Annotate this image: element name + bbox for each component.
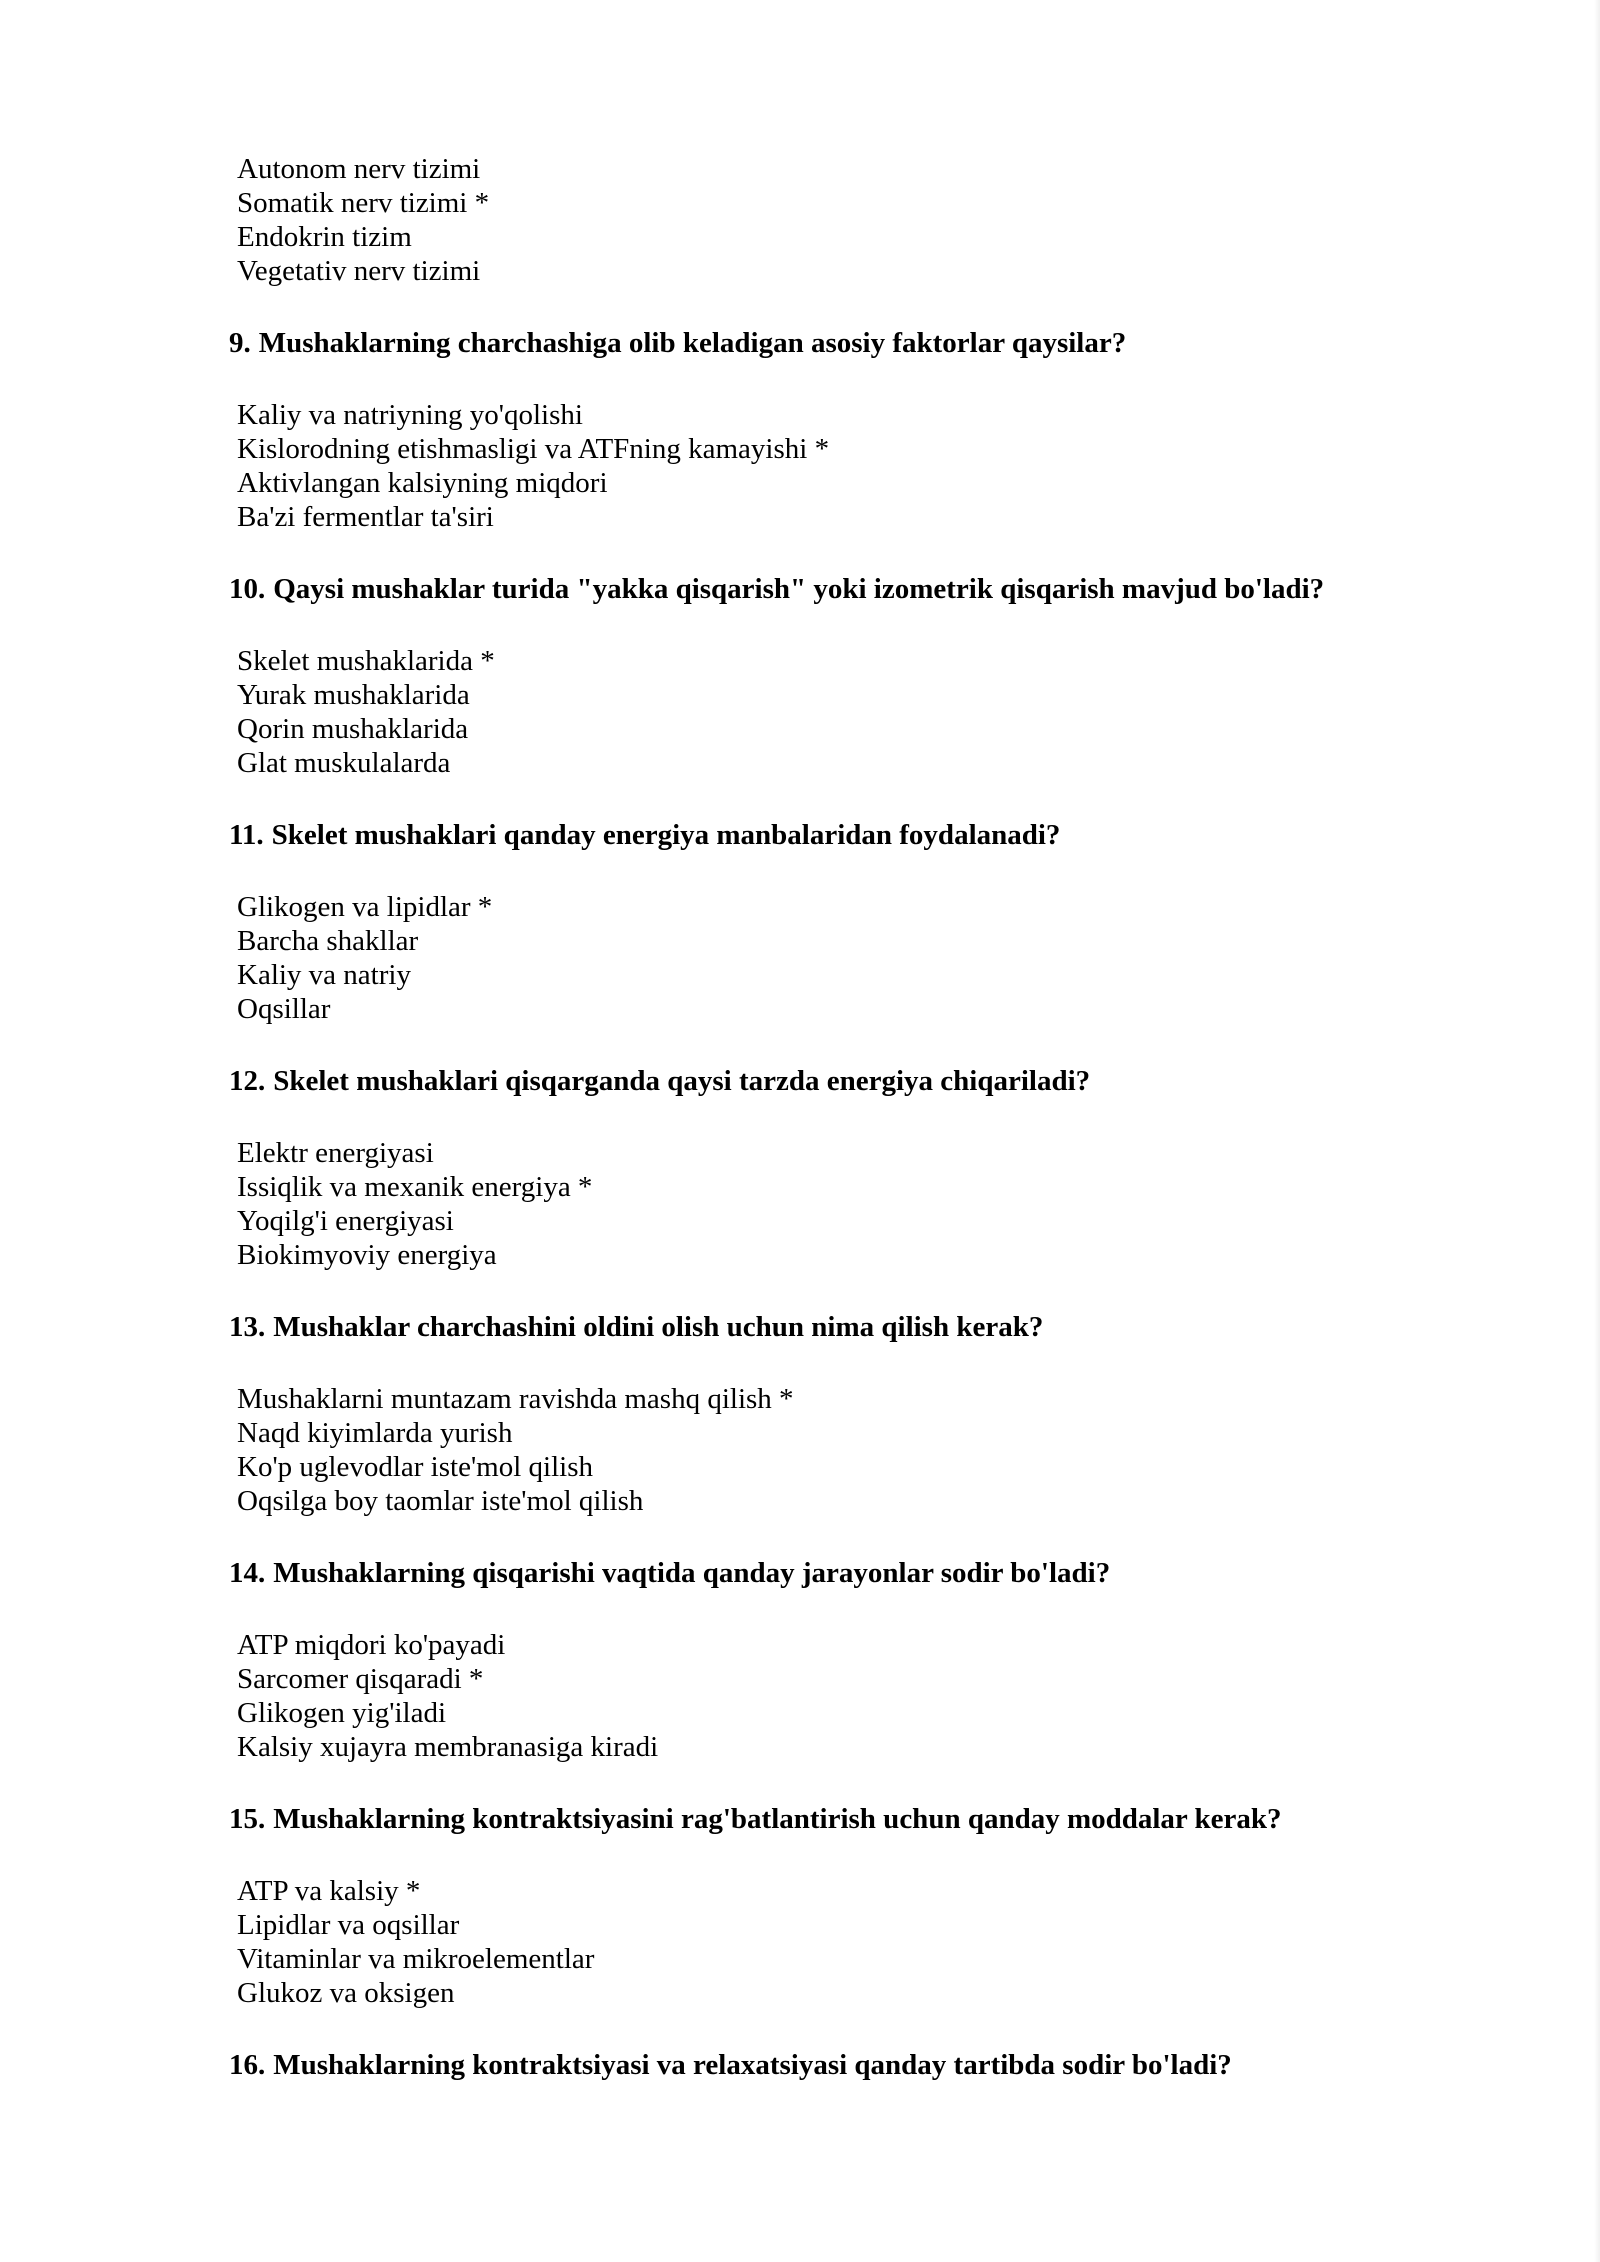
- answer-option: Kaliy va natriy: [237, 959, 411, 991]
- answer-option: Glikogen va lipidlar *: [237, 891, 493, 923]
- answer-option: Oqsilga boy taomlar iste'mol qilish: [237, 1485, 644, 1517]
- answer-option: Ba'zi fermentlar ta'siri: [237, 501, 494, 533]
- quiz-content: [229, 152, 1429, 2120]
- question-list: [229, 326, 1429, 2082]
- answer-option: Oqsillar: [237, 993, 331, 1025]
- answer-options: [229, 1874, 1429, 2010]
- page-edge-shadow: [1594, 0, 1600, 2262]
- answer-option: Lipidlar va oqsillar: [237, 1909, 460, 1941]
- leading-options: [229, 152, 1429, 288]
- question-heading: [229, 572, 1429, 606]
- question-block: [229, 1556, 1429, 1764]
- question-heading: [229, 1556, 1429, 1590]
- answer-option: ATP miqdori ko'payadi: [237, 1629, 506, 1661]
- answer-option: Yoqilg'i energiyasi: [237, 1205, 454, 1237]
- question-number: 9.: [229, 327, 251, 359]
- question-number: 13.: [229, 1311, 266, 1343]
- question-block: [229, 2048, 1429, 2082]
- answer-option: Barcha shakllar: [237, 925, 419, 957]
- question-heading: [229, 1802, 1429, 1836]
- answer-options: [229, 1382, 1429, 1518]
- answer-option: Kislorodning etishmasligi va ATFning kamayishi *: [237, 433, 830, 465]
- question-number: 11.: [229, 819, 264, 851]
- question-text: Mushaklarning kontraktsiyasini rag'batlantirish uchun qanday moddalar kerak?: [273, 1803, 1282, 1835]
- answer-option: Aktivlangan kalsiyning miqdori: [237, 467, 608, 499]
- answer-option: Somatik nerv tizimi *: [237, 187, 490, 219]
- question-text: Mushaklar charchashini oldini olish uchun nima qilish kerak?: [273, 1311, 1044, 1343]
- answer-option: Glukoz va oksigen: [237, 1977, 455, 2009]
- answer-option: ATP va kalsiy *: [237, 1875, 421, 1907]
- answer-option: Ko'p uglevodlar iste'mol qilish: [237, 1451, 594, 1483]
- answer-option: Endokrin tizim: [237, 221, 412, 253]
- answer-option: Glikogen yig'iladi: [237, 1697, 447, 1729]
- question-block: [229, 1310, 1429, 1518]
- answer-option: Mushaklarni muntazam ravishda mashq qilish *: [237, 1383, 794, 1415]
- question-number: 10.: [229, 573, 266, 605]
- question-text: Skelet mushaklari qanday energiya manbalaridan foydalanadi?: [271, 819, 1061, 851]
- answer-option: Glat muskulalarda: [237, 747, 451, 779]
- answer-option: Qorin mushaklarida: [237, 713, 469, 745]
- question-heading: [229, 1310, 1429, 1344]
- question-text: Qaysi mushaklar turida "yakka qisqarish" yoki izometrik qisqarish mavjud bo'ladi?: [273, 573, 1325, 605]
- answer-option: Issiqlik va mexanik energiya *: [237, 1171, 593, 1203]
- question-block: [229, 1064, 1429, 1272]
- question-text: Mushaklarning charchashiga olib keladigan asosiy faktorlar qaysilar?: [258, 327, 1127, 359]
- answer-option: Kalsiy xujayra membranasiga kiradi: [237, 1731, 659, 1763]
- answer-option: Sarcomer qisqaradi *: [237, 1663, 484, 1695]
- answer-options: [229, 1628, 1429, 1764]
- question-number: 14.: [229, 1557, 266, 1589]
- answer-options: [229, 644, 1429, 780]
- answer-option: Vitaminlar va mikroelementlar: [237, 1943, 595, 1975]
- answer-option: Kaliy va natriyning yo'qolishi: [237, 399, 583, 431]
- question-number: 16.: [229, 2049, 266, 2081]
- question-heading: [229, 818, 1429, 852]
- answer-options: [229, 890, 1429, 1026]
- question-text: Mushaklarning kontraktsiyasi va relaxatsiyasi qanday tartibda sodir bo'ladi?: [273, 2049, 1232, 2081]
- question-text: Skelet mushaklari qisqarganda qaysi tarzda energiya chiqariladi?: [273, 1065, 1091, 1097]
- answer-option: Vegetativ nerv tizimi: [237, 255, 481, 287]
- question-text: Mushaklarning qisqarishi vaqtida qanday jarayonlar sodir bo'ladi?: [273, 1557, 1111, 1589]
- question-number: 12.: [229, 1065, 266, 1097]
- answer-option: Biokimyoviy energiya: [237, 1239, 497, 1271]
- question-heading: [229, 2048, 1429, 2082]
- question-block: [229, 572, 1429, 780]
- question-heading: [229, 326, 1429, 360]
- answer-option: Naqd kiyimlarda yurish: [237, 1417, 513, 1449]
- question-heading: [229, 1064, 1429, 1098]
- answer-option: Skelet mushaklarida *: [237, 645, 495, 677]
- answer-options: [229, 398, 1429, 534]
- question-block: [229, 326, 1429, 534]
- answer-options: [229, 1136, 1429, 1272]
- question-block: [229, 818, 1429, 1026]
- question-number: 15.: [229, 1803, 266, 1835]
- answer-option: Elektr energiyasi: [237, 1137, 434, 1169]
- answer-option: Autonom nerv tizimi: [237, 153, 481, 185]
- answer-option: Yurak mushaklarida: [237, 679, 470, 711]
- question-block: [229, 1802, 1429, 2010]
